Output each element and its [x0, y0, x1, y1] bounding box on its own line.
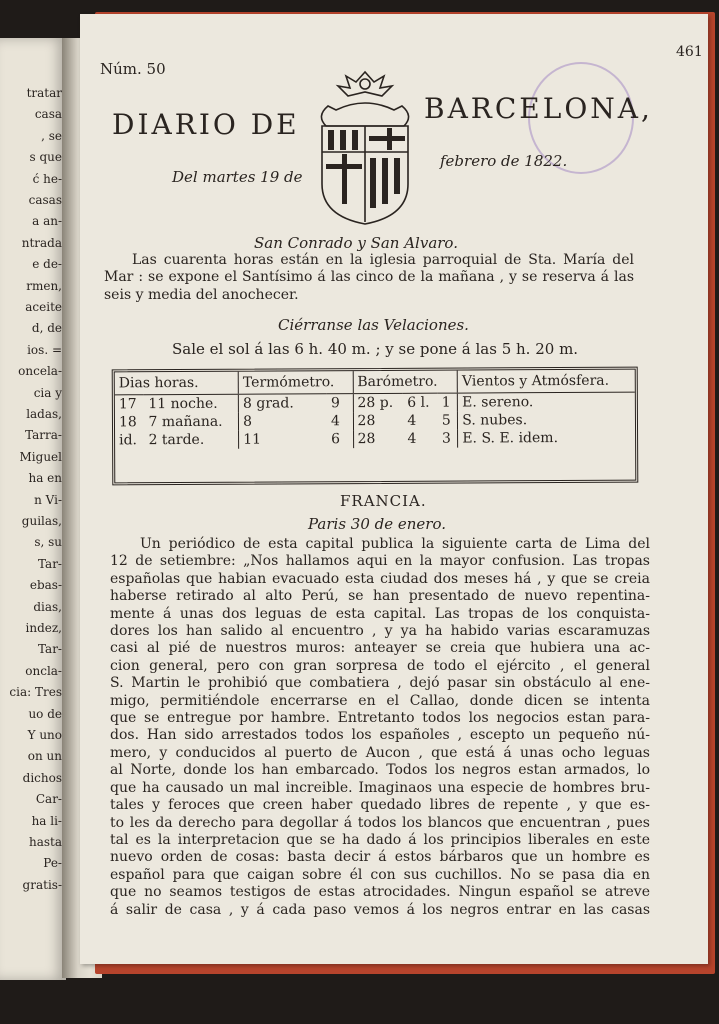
article-line: que no seamos testigos de estas atrocidades. Ningun español se atreve: [110, 884, 650, 901]
section-heading: FRANCIA.: [340, 492, 427, 510]
left-page-fragment: ha en: [28, 471, 62, 486]
forty-hours-notice: Las cuarenta horas están en la iglesia parroquial de Sta. María del Mar : se expone el Santísimo á las cinco de la mañana , y se reserva á las seis y media del anochecer.: [104, 252, 634, 303]
left-page-fragment: hasta: [28, 835, 62, 849]
left-page-fragment: Miguel: [19, 449, 62, 464]
cell-day: 17: [118, 396, 137, 413]
cell-baro-l: 4: [407, 412, 417, 429]
article-line: to les da derecho para degollar á todos los blancos que encuentran , pues: [110, 814, 650, 831]
left-page-fragment: ha li-: [31, 813, 62, 828]
article-line: españolas que habian evacuado esta ciudad dos meses há , y que se creia: [110, 570, 650, 587]
article-line: á salir de casa , y á cada paso vemos á los negros entrar en las casas: [110, 901, 650, 918]
velaciones-notice: Ciérranse las Velaciones.: [278, 316, 469, 334]
left-page-fragment: indez,: [25, 621, 62, 635]
left-page-fragment: ladas,: [26, 407, 62, 421]
sunrise-sunset: Sale el sol á las 6 h. 40 m. ; y se pone á las 5 h. 20 m.: [172, 340, 579, 358]
article-line: migo, permitiéndole encerrarse en el Callao, donde dicen se intenta: [110, 692, 650, 709]
left-page-fragment: n Vi-: [34, 492, 62, 507]
left-page-fragment: ntrada: [21, 235, 62, 250]
cell-wind: E. sereno.: [458, 392, 635, 411]
cell-baro-p: 28: [353, 430, 403, 448]
issue-number: Núm. 50: [100, 60, 166, 78]
article-line: que ha causado un mal increible. Imaginaos una especie de hombres bru-: [110, 779, 650, 796]
left-page-fragment: Tar-: [37, 556, 62, 571]
masthead-title-left: DIARIO DE: [112, 108, 300, 141]
left-page-fragment: on un: [27, 749, 62, 764]
article-dateline: Paris 30 de enero.: [308, 515, 447, 533]
left-page-fragment: s que: [29, 150, 62, 165]
left-page-fragment: guilas,: [21, 514, 62, 528]
cell-therm-frac: 9: [330, 395, 340, 412]
header-days-hours: Dias horas.: [115, 372, 239, 395]
left-page-fragment: d, de: [31, 321, 62, 336]
cell-baro-l: 4: [407, 430, 417, 447]
article-line: que se entregue por hambre. Entretanto todos los negocios estan para-: [110, 710, 650, 727]
article-line: tal es la interpretacion que se ha dado á los principios liberales en este: [110, 831, 650, 848]
article-line: dores los han salido al encuentro , y ya ha habido varias escaramuzas: [110, 623, 650, 640]
page-number: 461: [676, 44, 703, 60]
cell-therm: 11: [239, 430, 328, 448]
left-page-fragment: Tarra-: [25, 428, 62, 443]
article-line: 12 de setiembre: „Nos hallamos aqui en la mayor confusion. Las tropas: [110, 553, 650, 570]
left-page-fragment: a an-: [32, 214, 62, 229]
left-page-fragment: , se: [41, 128, 62, 143]
left-page-fragment: ebas-: [29, 578, 62, 593]
left-page-fragment: cia: Tres: [9, 685, 62, 700]
left-page-fragment: s, su: [34, 535, 62, 550]
left-page-fragment: Pe-: [43, 856, 62, 871]
cell-therm: 8 grad.: [238, 394, 327, 413]
date-left: Del martes 19 de: [172, 168, 303, 186]
left-page-fragment: aceite: [25, 300, 62, 314]
barcelona-coat-of-arms-icon: [306, 66, 424, 228]
article-line: nuevo orden de cosas: basta decir á estos bárbaros que un hombre es: [110, 849, 650, 866]
left-page-fragment: uo de: [28, 706, 62, 721]
left-page-fragment: Tar-: [37, 642, 62, 657]
cell-hour: 11 noche.: [148, 395, 218, 413]
left-page-fragment: oncla-: [25, 663, 62, 678]
left-page-fragment: casas: [28, 193, 62, 207]
cell-baro-frac: 3: [441, 430, 451, 447]
left-page-fragment: casa: [34, 107, 62, 122]
cell-baro-frac: 5: [441, 412, 451, 429]
cell-wind: E. S. E. idem.: [458, 429, 635, 448]
left-page-fragment: ć he-: [32, 171, 62, 186]
cell-wind: S. nubes.: [458, 411, 635, 430]
left-page-fragment: Car-: [35, 792, 62, 807]
masthead-title-right: BARCELONA,: [424, 92, 653, 125]
cell-hour: 7 mañana.: [148, 413, 223, 431]
article-line: dos. Han sido arrestados todos los españoles , escepto un pequeño nú-: [110, 727, 650, 744]
article-line: mero, y conducidos al puerto de Aucon , que está á unas ocho leguas: [110, 744, 650, 761]
article-line: mente á unas dos leguas de esta capital. Las tropas de los conquista-: [110, 605, 650, 622]
article-line: al Norte, donde los han embarcado. Todos los negros estan armados, lo: [110, 762, 650, 779]
cell-therm: 8: [239, 412, 328, 430]
article-line: casi al pié de nuestros muros: anteayer se creia que hubiera una ac-: [110, 640, 650, 657]
cell-day: 18: [118, 414, 137, 431]
header-winds: Vientos y Atmósfera.: [457, 370, 634, 393]
header-barometer: Barómetro.: [353, 371, 458, 394]
left-page-fragment: rmen,: [26, 278, 62, 293]
article-line: español para que caigan sobre él con sus cuchillos. No se pasa dia en: [110, 866, 650, 883]
left-page-fragment: ios. =: [27, 342, 62, 357]
cell-baro-p: 28 p.: [353, 393, 403, 412]
cell-baro-frac: 1: [441, 394, 451, 411]
article-line: S. Martin le prohibió que combatiera , dejó pasar sin obstáculo al ene-: [110, 675, 650, 692]
article-line: haberse retirado al alto Perú, se han presentado de nuevo repentina-: [110, 588, 650, 605]
left-page-fragment: gratis-: [22, 877, 62, 892]
left-page-fragment: cia y: [33, 385, 62, 400]
left-page-fragment: Y uno: [27, 728, 62, 742]
left-page-fragment: tratar: [26, 86, 62, 100]
article-line: Un periódico de esta capital publica la siguiente carta de Lima del: [140, 536, 650, 552]
cell-baro-l: 6 l.: [407, 394, 430, 411]
article-line: tales y feroces que creen haber quedado libres de repente , y que es-: [110, 797, 650, 814]
header-thermometer: Termómetro.: [238, 371, 353, 394]
cell-day: id.: [119, 432, 138, 449]
cell-therm-frac: 4: [330, 413, 341, 430]
left-page-fragment: dichos: [22, 770, 62, 785]
cell-baro-p: 28: [353, 412, 403, 430]
left-page-fragment: oncela-: [18, 364, 62, 379]
article-body: [110, 536, 650, 919]
weather-table: [112, 367, 639, 486]
cell-hour: 2 tarde.: [148, 431, 205, 449]
cell-therm-frac: 6: [331, 431, 341, 448]
article-line: cion general, pero con gran sorpresa de todo el ejército , el general: [110, 657, 650, 674]
left-page-fragment: dias,: [33, 599, 62, 614]
date-right: febrero de 1822.: [440, 152, 568, 170]
left-page: [0, 38, 66, 980]
table-row: [115, 429, 635, 450]
left-page-fragment: e de-: [32, 257, 62, 272]
saints-of-day: San Conrado y San Alvaro.: [254, 234, 458, 252]
